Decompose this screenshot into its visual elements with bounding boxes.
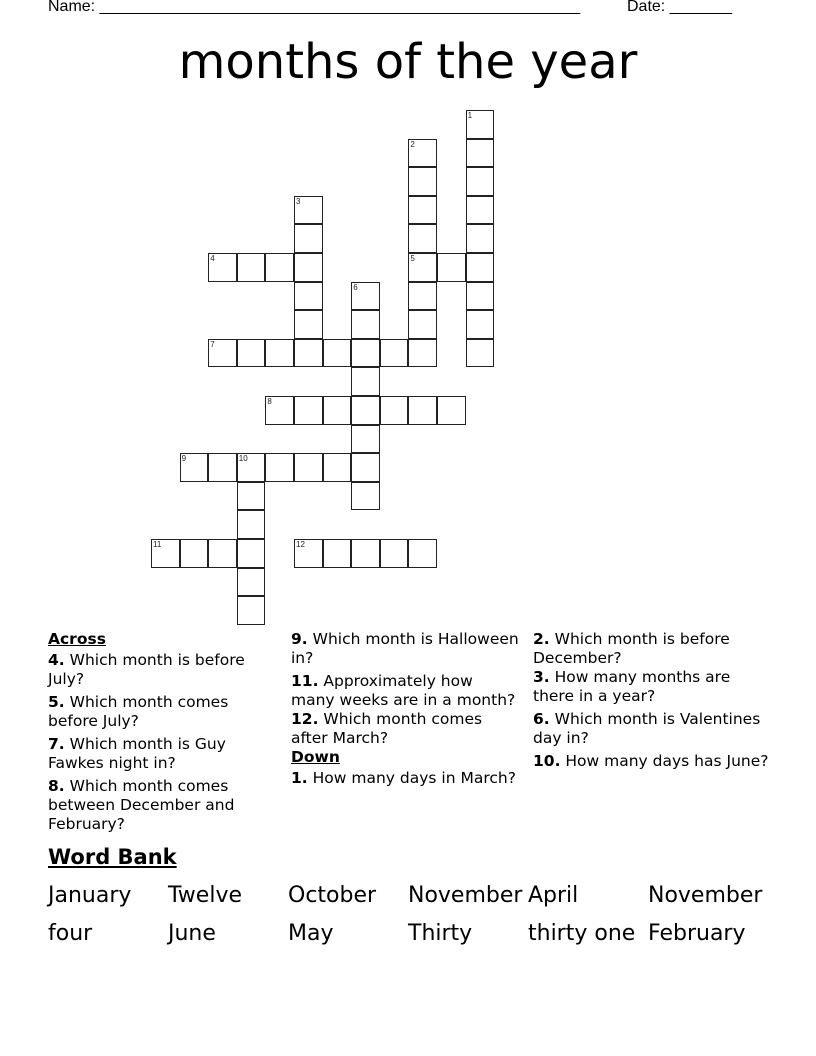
crossword-cell[interactable]: [466, 139, 495, 168]
crossword-cell[interactable]: [408, 139, 437, 168]
crossword-cell[interactable]: [294, 253, 323, 282]
crossword-cell[interactable]: [237, 539, 266, 568]
crossword-cell[interactable]: [351, 310, 380, 339]
crossword-cell[interactable]: [380, 396, 409, 425]
across-heading: Across: [48, 630, 106, 648]
crossword-cell[interactable]: [294, 282, 323, 311]
crossword-cell[interactable]: [466, 196, 495, 225]
crossword-cell[interactable]: [265, 453, 294, 482]
cell-number: 7: [210, 339, 215, 349]
crossword-cell[interactable]: [294, 196, 323, 225]
cell-number: 4: [210, 254, 215, 263]
clue-text: Which month is Guy Fawkes night in?: [48, 735, 226, 772]
crossword-cell[interactable]: [408, 282, 437, 311]
word-bank-word: Twelve: [168, 883, 242, 908]
crossword-cell[interactable]: [208, 453, 237, 482]
clue-across-7: [48, 735, 278, 773]
crossword-cell[interactable]: [466, 282, 495, 311]
clue-across-4: [48, 651, 278, 689]
clue-down-10: [533, 752, 773, 771]
clue-number: 10.: [533, 752, 561, 770]
clue-text: Which month is Valentines day in?: [533, 710, 761, 747]
clue-down-6: [533, 710, 773, 748]
crossword-cell[interactable]: [323, 339, 352, 368]
clue-across-12: [291, 710, 521, 748]
crossword-cell[interactable]: [323, 396, 352, 425]
down-heading: Down: [291, 748, 340, 766]
crossword-cell[interactable]: [466, 339, 495, 368]
crossword-cell[interactable]: [466, 110, 495, 139]
crossword-cell[interactable]: [265, 339, 294, 368]
crossword-cell[interactable]: [237, 339, 266, 368]
clues-column-1: [48, 630, 278, 838]
crossword-cell[interactable]: [323, 453, 352, 482]
clue-across-9: [291, 630, 521, 668]
cell-number: 11: [153, 540, 162, 549]
cell-number: 2: [410, 139, 415, 149]
crossword-cell[interactable]: [294, 310, 323, 339]
crossword-cell[interactable]: [437, 253, 466, 282]
crossword-cell[interactable]: [437, 396, 466, 425]
clue-number: 9.: [291, 630, 308, 648]
clue-text: Which month is Halloween in?: [291, 630, 519, 667]
word-bank-word: November: [408, 883, 523, 908]
word-bank-word: November: [648, 883, 763, 908]
clue-number: 8.: [48, 777, 65, 795]
crossword-cell[interactable]: [237, 453, 266, 482]
crossword-cell[interactable]: [408, 224, 437, 253]
cell-number: 5: [410, 254, 415, 263]
crossword-cell[interactable]: [208, 339, 237, 368]
crossword-cell[interactable]: [151, 539, 180, 568]
word-bank-word: four: [48, 921, 93, 946]
cell-number: 8: [267, 397, 272, 406]
crossword-cell[interactable]: [237, 568, 266, 597]
word-bank-heading: Word Bank: [48, 845, 177, 869]
crossword-cell[interactable]: [466, 310, 495, 339]
name-field-label: Name: ______________________________________________________: [48, 0, 581, 15]
crossword-cell[interactable]: [237, 253, 266, 282]
word-bank-word: May: [288, 921, 334, 946]
crossword-cell[interactable]: [237, 482, 266, 511]
crossword-cell[interactable]: [408, 539, 437, 568]
cell-number: 10: [238, 454, 248, 464]
crossword-cell[interactable]: [351, 282, 380, 311]
clue-number: 6.: [533, 710, 550, 728]
crossword-cell[interactable]: [351, 425, 380, 454]
crossword-cell[interactable]: [351, 339, 380, 368]
crossword-cell[interactable]: [408, 396, 437, 425]
crossword-cell[interactable]: [294, 453, 323, 482]
crossword-cell[interactable]: [265, 396, 294, 425]
crossword-cell[interactable]: [351, 396, 380, 425]
clue-down-2: [533, 630, 773, 668]
clue-number: 7.: [48, 735, 65, 753]
crossword-cell[interactable]: [408, 339, 437, 368]
crossword-cell[interactable]: [294, 539, 323, 568]
clue-text: How many days has June?: [560, 752, 769, 770]
crossword-cell[interactable]: [408, 253, 437, 282]
clue-down-1: [291, 769, 521, 788]
crossword-cell[interactable]: [466, 167, 495, 196]
crossword-cell[interactable]: [265, 253, 294, 282]
page-title: months of the year: [178, 34, 638, 90]
cell-number: 9: [181, 454, 187, 464]
crossword-cell[interactable]: [323, 539, 352, 568]
cell-number: 6: [353, 282, 358, 292]
crossword-cell[interactable]: [408, 167, 437, 196]
clues-column-3: [533, 630, 773, 775]
crossword-cell[interactable]: [351, 453, 380, 482]
clue-text: Which month is before July?: [48, 651, 245, 688]
clue-number: 11.: [291, 672, 319, 690]
crossword-cell[interactable]: [408, 196, 437, 225]
word-bank-word: thirty one: [528, 921, 636, 946]
clue-text: Which month comes between December and February?: [48, 777, 235, 833]
clue-text: Which month comes after March?: [291, 710, 483, 747]
clue-text: Which month is before December?: [533, 630, 730, 667]
crossword-cell[interactable]: [351, 539, 380, 568]
cell-number: 3: [296, 196, 301, 206]
word-bank-word: June: [168, 921, 216, 946]
clue-number: 2.: [533, 630, 550, 648]
crossword-cell[interactable]: [351, 482, 380, 511]
cell-number: 1: [467, 111, 473, 120]
date-field-label: Date: _______: [627, 0, 732, 15]
crossword-cell[interactable]: [408, 310, 437, 339]
clue-text: How many days in March?: [307, 769, 516, 787]
crossword-cell[interactable]: [351, 367, 380, 396]
clue-text: Approximately how many weeks are in a month?: [291, 672, 516, 709]
crossword-cell[interactable]: [180, 453, 209, 482]
clue-across-11: [291, 672, 521, 710]
cell-number: 12: [296, 540, 305, 549]
word-bank-word: Thirty: [408, 921, 473, 946]
crossword-cell[interactable]: [180, 539, 209, 568]
clue-number: 12.: [291, 710, 319, 728]
crossword-cell[interactable]: [466, 224, 495, 253]
word-bank-word: January: [48, 883, 132, 908]
word-bank-word: October: [288, 883, 377, 908]
clue-number: 1.: [291, 769, 308, 787]
crossword-cell[interactable]: [380, 539, 409, 568]
clue-down-3: [533, 668, 773, 706]
crossword-cell[interactable]: [237, 510, 266, 539]
crossword-cell[interactable]: [294, 396, 323, 425]
crossword-cell[interactable]: [294, 224, 323, 253]
word-bank-word: April: [528, 883, 579, 908]
crossword-cell[interactable]: [380, 339, 409, 368]
crossword-cell[interactable]: [208, 253, 237, 282]
clue-number: 5.: [48, 693, 65, 711]
clue-across-8: [48, 777, 278, 834]
crossword-cell[interactable]: [466, 253, 495, 282]
clues-column-2: [291, 630, 521, 792]
crossword-cell[interactable]: [237, 596, 266, 625]
clue-number: 3.: [533, 668, 550, 686]
crossword-cell[interactable]: [208, 539, 237, 568]
clue-text: How many months are there in a year?: [533, 668, 731, 705]
crossword-cell[interactable]: [294, 339, 323, 368]
word-bank-word: February: [648, 921, 746, 946]
clue-number: 4.: [48, 651, 65, 669]
clue-across-5: [48, 693, 278, 731]
clue-text: Which month comes before July?: [48, 693, 229, 730]
